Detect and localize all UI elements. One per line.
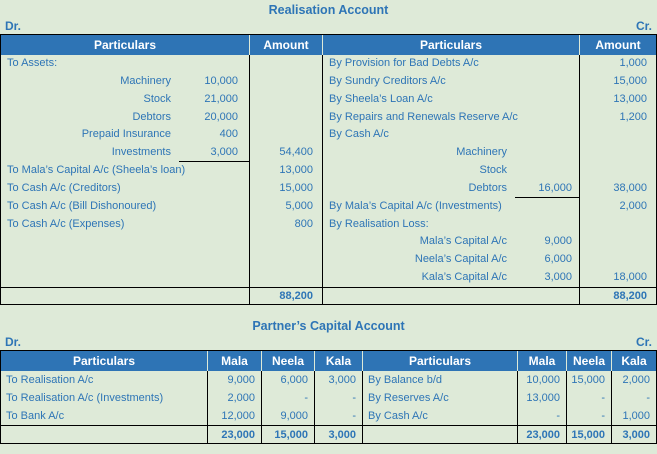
particulars-cell: To Bank A/c: [6, 409, 65, 422]
credit-total: 88,200: [579, 288, 656, 304]
amount-cell: 15,000: [579, 73, 656, 91]
header-kala-debit: Kala: [314, 351, 362, 371]
particulars-cell: By Sundry Creditors A/c: [322, 73, 579, 91]
neela-total-debit: 15,000: [261, 426, 314, 443]
neela-cell: 15,000: [566, 371, 611, 389]
asset-subamount: [515, 162, 579, 180]
kala-cell: -: [611, 389, 656, 407]
particulars-cell: To Realisation A/c: [6, 373, 94, 386]
particulars-cell: By Cash A/c: [322, 126, 579, 144]
kala-total-debit: 3,000: [314, 426, 362, 443]
asset-sublabel: Stock: [479, 164, 507, 177]
particulars-cell: To Realisation A/c (Investments): [6, 391, 164, 404]
particulars-cell: [1, 288, 249, 304]
kala-total-credit: 3,000: [611, 426, 656, 443]
asset-subamount: 20,000: [204, 110, 238, 123]
particulars-cell: [1, 73, 249, 91]
particulars-cell: To Cash A/c (Expenses): [7, 217, 125, 230]
amount-cell: 1,200: [579, 109, 656, 127]
particulars-cell: [1, 251, 249, 269]
amount-cell: [579, 144, 656, 162]
particulars-cell: By Repairs and Renewals Reserve A/c: [322, 109, 579, 127]
amount-cell: [249, 55, 322, 73]
dr-label: Dr.: [5, 334, 22, 349]
kala-cell: 1,000: [611, 407, 656, 425]
amount-cell: [249, 109, 322, 127]
asset-sublabel: Machinery: [120, 74, 171, 87]
amount-cell: [249, 269, 322, 287]
header-neela-credit: Neela: [566, 351, 611, 371]
dr-cr-row: [0, 334, 657, 350]
ledger-row: [1, 73, 656, 91]
amount-cell: [249, 91, 322, 109]
particulars-cell: [322, 144, 579, 162]
ledger-row: [1, 407, 656, 425]
particulars-cell: By Provision for Bad Debts A/c: [322, 55, 579, 73]
ledger-row: [1, 91, 656, 109]
ledger-row: [1, 55, 656, 73]
header-amount-credit: Amount: [579, 35, 656, 55]
amount-cell: [249, 233, 322, 251]
dr-label: Dr.: [5, 19, 22, 33]
particulars-cell: [322, 288, 579, 304]
particulars-cell: [1, 109, 249, 127]
header-amount-debit: Amount: [249, 35, 322, 55]
realisation-header-row: [1, 35, 656, 55]
amount-cell: 5,000: [249, 198, 322, 216]
asset-subamount: 400: [219, 128, 238, 141]
cr-label: Cr.: [635, 19, 652, 33]
loss-subamount: 9,000: [544, 235, 572, 248]
ledger-row: [1, 126, 656, 144]
mala-total-debit: 23,000: [207, 426, 261, 443]
ledger-row: [1, 371, 656, 389]
loss-sublabel: Kala’s Capital A/c: [421, 271, 507, 284]
ledger-row: [1, 216, 656, 234]
amount-cell: 54,400: [249, 144, 322, 162]
particulars-cell: [322, 233, 579, 251]
mala-cell: -: [517, 407, 566, 425]
loss-subamount: 3,000: [544, 271, 572, 284]
ledger-row: [1, 144, 656, 162]
amount-cell: 800: [249, 216, 322, 234]
asset-sublabel: Investments: [111, 146, 171, 159]
particulars-cell: [362, 426, 517, 443]
mala-cell: 9,000: [207, 371, 261, 389]
asset-sublabel: Prepaid Insurance: [81, 128, 171, 141]
capital-account-title: Partner’s Capital Account: [252, 318, 405, 333]
kala-cell: -: [314, 407, 362, 425]
particulars-cell: By Cash A/c: [362, 407, 517, 425]
kala-cell: 3,000: [314, 371, 362, 389]
header-particulars-debit: Particulars: [1, 35, 249, 55]
asset-sublabel: Debtors: [132, 110, 171, 123]
mala-cell: 13,000: [517, 389, 566, 407]
asset-sublabel: Machinery: [456, 146, 507, 159]
header-particulars-credit: Particulars: [322, 35, 579, 55]
header-neela-debit: Neela: [261, 351, 314, 371]
amount-cell: [579, 162, 656, 180]
ledger-row: [1, 269, 656, 287]
capital-header-row: [1, 351, 656, 371]
capital-account-section: [0, 319, 657, 444]
header-particulars-debit: Particulars: [1, 351, 207, 371]
particulars-cell: [1, 269, 249, 287]
realisation-account-title: Realisation Account: [268, 3, 389, 17]
neela-total-credit: 15,000: [566, 426, 611, 443]
amount-cell: 13,000: [579, 91, 656, 109]
section-spacer: [0, 305, 657, 319]
asset-subamount-underlined: 3,000: [179, 144, 249, 162]
neela-cell: -: [261, 389, 314, 407]
header-mala-credit: Mala: [517, 351, 566, 371]
debit-total: 88,200: [249, 288, 322, 304]
particulars-cell: To Assets:: [7, 57, 58, 69]
ledger-row: [1, 180, 656, 198]
asset-subamount-underlined: 16,000: [515, 180, 579, 198]
neela-cell: -: [566, 407, 611, 425]
realisation-account-table: [0, 34, 657, 305]
loss-subamount: 6,000: [544, 253, 572, 266]
particulars-cell: [1, 91, 249, 109]
dr-cr-row: [0, 18, 657, 34]
neela-cell: -: [566, 389, 611, 407]
kala-cell: -: [314, 389, 362, 407]
asset-subamount: [515, 144, 579, 162]
amount-cell: [579, 251, 656, 269]
asset-subamount: 21,000: [204, 92, 238, 105]
amount-cell: [249, 251, 322, 269]
kala-cell: 2,000: [611, 371, 656, 389]
header-kala-credit: Kala: [611, 351, 656, 371]
amount-cell: [579, 126, 656, 144]
mala-total-credit: 23,000: [517, 426, 566, 443]
total-row: [1, 287, 656, 304]
cr-label: Cr.: [635, 334, 652, 349]
mala-cell: 12,000: [207, 407, 261, 425]
particulars-cell: By Reserves A/c: [362, 389, 517, 407]
particulars-cell: By Mala’s Capital A/c (Investments): [322, 198, 579, 216]
particulars-cell: [322, 180, 579, 198]
neela-cell: 6,000: [261, 371, 314, 389]
asset-subamount: 10,000: [204, 74, 238, 87]
amount-cell: [249, 126, 322, 144]
mala-cell: 10,000: [517, 371, 566, 389]
particulars-cell: To Cash A/c (Creditors): [7, 181, 121, 194]
particulars-cell: To Cash A/c (Bill Dishonoured): [7, 199, 157, 212]
particulars-cell: To Mala’s Capital A/c (Sheela’s loan): [7, 164, 186, 177]
particulars-cell: [1, 144, 249, 162]
particulars-cell: [322, 269, 579, 287]
particulars-cell: By Balance b/d: [362, 371, 517, 389]
asset-sublabel: Stock: [143, 92, 171, 105]
total-row: [1, 425, 656, 443]
particulars-cell: [1, 126, 249, 144]
asset-sublabel: Debtors: [468, 181, 507, 194]
realisation-account-section: [0, 3, 657, 305]
loss-sublabel: Mala’s Capital A/c: [419, 235, 507, 248]
mala-cell: 2,000: [207, 389, 261, 407]
amount-cell: 18,000: [579, 269, 656, 287]
ledger-row: [1, 251, 656, 269]
amount-cell: 2,000: [579, 198, 656, 216]
capital-account-table: [0, 350, 657, 444]
particulars-cell: [1, 233, 249, 251]
particulars-cell: [322, 162, 579, 180]
header-particulars-credit: Particulars: [362, 351, 517, 371]
neela-cell: 9,000: [261, 407, 314, 425]
amount-cell: 15,000: [249, 180, 322, 198]
loss-sublabel: Neela’s Capital A/c: [414, 253, 507, 266]
amount-cell: [579, 216, 656, 234]
ledger-row: [1, 162, 656, 180]
amount-cell: 13,000: [249, 162, 322, 180]
amount-cell: [579, 233, 656, 251]
ledger-row: [1, 389, 656, 407]
ledger-row: [1, 109, 656, 127]
particulars-cell: By Sheela’s Loan A/c: [322, 91, 579, 109]
header-mala-debit: Mala: [207, 351, 261, 371]
particulars-cell: [1, 426, 207, 443]
amount-cell: 38,000: [579, 180, 656, 198]
amount-cell: 1,000: [579, 55, 656, 73]
ledger-row: [1, 233, 656, 251]
particulars-cell: By Realisation Loss:: [322, 216, 579, 234]
particulars-cell: [322, 251, 579, 269]
amount-cell: [249, 73, 322, 91]
ledger-row: [1, 198, 656, 216]
